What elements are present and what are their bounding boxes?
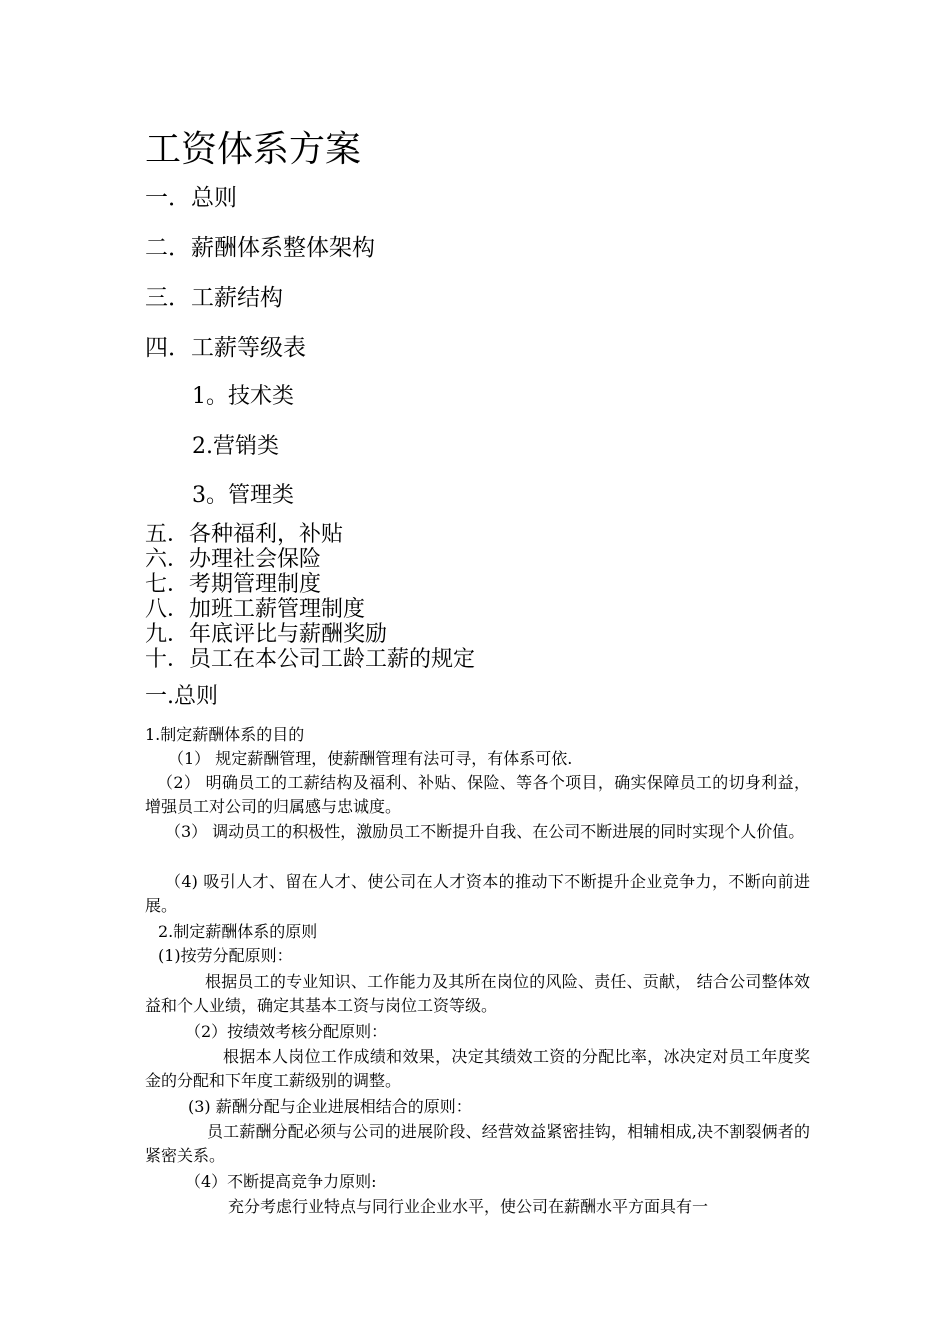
toc-item-4: 四．工薪等级表 (145, 335, 306, 361)
toc-item-6: 六．办理社会保险 (145, 547, 322, 572)
purpose-item-3: （3） 调动员工的积极性，激励员工不断提升自我、在公司不断进展的同时实现个人价值。 (165, 822, 805, 841)
purpose-item-4: （4) 吸引人才、留在人才、使公司在人才资本的推动下不断提升企业竞争力，不断向前进展。 (145, 872, 810, 915)
toc-item-9: 九．年底评比与薪酬奖励 (145, 622, 388, 647)
toc-subitem-3: 3。管理类 (192, 483, 294, 508)
toc-item-2: 二．薪酬体系整体架构 (145, 235, 375, 261)
principle-3-title: (3) 薪酬分配与企业进展相结合的原则： (188, 1097, 472, 1116)
toc-item-1: 一．总则 (145, 185, 237, 211)
toc-item-10: 十．员工在本公司工龄工薪的规定 (145, 647, 476, 672)
purpose-item-1: （1） 规定薪酬管理，使薪酬管理有法可寻，有体系可依. (168, 749, 573, 768)
principle-1-text: 根据员工的专业知识、工作能力及其所在岗位的风险、责任、贡献， 结合公司整体效益和个人业绩，确定其基本工资与岗位工资等级。 (145, 972, 810, 1015)
toc-item-5: 五．各种福利，补贴 (145, 522, 344, 547)
principle-1-title: (1)按劳分配原则： (158, 946, 293, 965)
principle-2-text: 根据本人岗位工作成绩和效果，决定其绩效工资的分配比率，冰决定对员工年度奖金的分配和下年度工薪级别的调整。 (145, 1047, 810, 1090)
principle-heading: 2.制定薪酬体系的原则 (158, 922, 318, 941)
principle-3-text: 员工薪酬分配必须与公司的进展阶段、经营效益紧密挂钩，相辅相成,决不割裂俩者的紧密关系。 (145, 1122, 810, 1165)
purpose-heading: 1.制定薪酬体系的目的 (145, 725, 305, 744)
section-heading: 一.总则 (145, 684, 218, 709)
principle-4-title: （4）不断提高竞争力原则: (185, 1172, 377, 1191)
purpose-item-2: （2） 明确员工的工薪结构及福利、补贴、保险、等各个项目，确实保障员工的切身利益，增强员工对公司的归属感与忠诚度。 (145, 773, 810, 816)
principle-4-text: 充分考虑行业特点与同行业企业水平，使公司在薪酬水平方面具有一 (228, 1197, 709, 1216)
toc-subitem-2: 2.营销类 (192, 434, 279, 459)
document-title: 工资体系方案 (145, 129, 362, 170)
toc-subitem-1: 1。技术类 (192, 384, 294, 409)
toc-item-7: 七．考期管理制度 (145, 572, 322, 597)
toc-item-3: 三．工薪结构 (145, 285, 283, 311)
toc-item-8: 八．加班工薪管理制度 (145, 597, 366, 622)
principle-2-title: （2）按绩效考核分配原则： (185, 1022, 388, 1041)
